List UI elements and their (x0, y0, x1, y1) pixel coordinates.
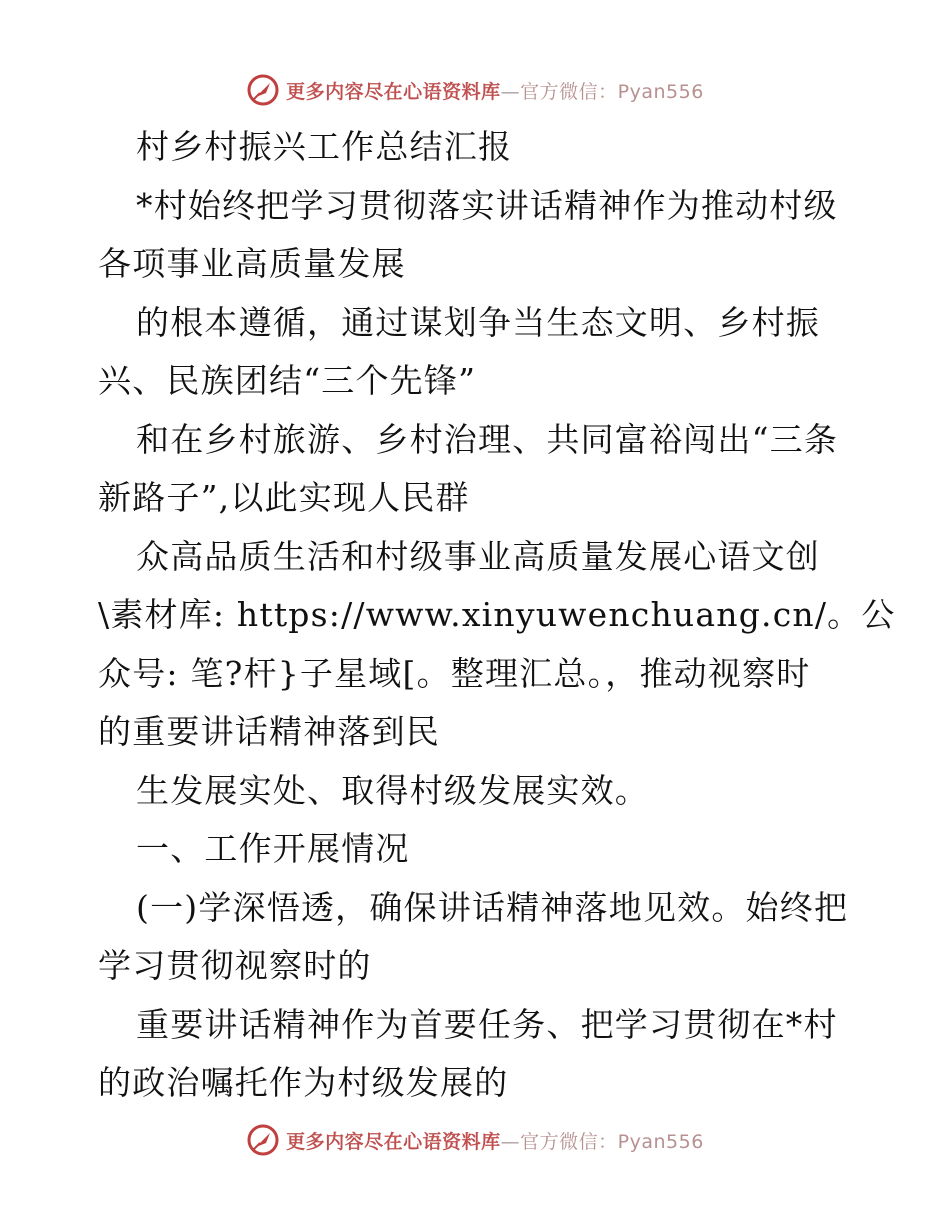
text-line: 的政治嘱托作为村级发展的 (98, 1063, 509, 1102)
watermark-brand: 更多内容尽在心语资料库 (286, 80, 501, 103)
watermark-brand: 更多内容尽在心语资料库 (286, 1130, 501, 1153)
watermark-official: 官方微信：Pyan556 (520, 80, 704, 103)
text-line: 的重要讲话精神落到民 (98, 712, 440, 751)
text-line: 众高品质生活和村级事业高质量发展心语文创 (136, 536, 820, 576)
text-line: 和在乡村旅游、乡村治理、共同富裕闯出“三条 (136, 419, 839, 459)
watermark-text (286, 1127, 704, 1154)
watermark-separator: — (500, 1130, 521, 1153)
text-line: 新路子”,以此实现人民群 (98, 478, 470, 517)
text-line: 众号: 笔?杆}子星域[。整理汇总。，推动视察时 (98, 653, 811, 693)
watermark-separator: — (500, 80, 521, 103)
text-line: 村乡村振兴工作总结汇报 (136, 127, 513, 166)
watermark-banner-top (0, 70, 950, 110)
text-line: 的根本遵循，通过谋划争当生态文明、乡村振 (136, 302, 820, 342)
text-line: 一、工作开展情况 (136, 829, 410, 868)
text-line: 重要讲话精神作为首要任务、把学习贯彻在*村 (136, 1004, 838, 1044)
text-line: 兴、民族团结“三个先锋” (98, 361, 477, 400)
watermark-official: 官方微信：Pyan556 (520, 1130, 704, 1153)
quill-logo-icon (246, 1123, 280, 1157)
text-line: \素材库: https://www.xinyuwenchuang.cn/。公 (98, 595, 896, 634)
watermark-banner-bottom (0, 1120, 950, 1160)
text-line: 生发展实处、取得村级发展实效。 (136, 770, 649, 810)
text-line: *村始终把学习贯彻落实讲话精神作为推动村级 (136, 185, 838, 225)
text-line: 学习贯彻视察时的 (98, 946, 372, 985)
quill-logo-icon (246, 73, 280, 107)
watermark-text (286, 77, 704, 104)
text-line: 各项事业高质量发展 (98, 244, 406, 283)
document-body (98, 118, 896, 1113)
text-line: (一)学深悟透，确保讲话精神落地见效。始终把 (136, 887, 849, 927)
